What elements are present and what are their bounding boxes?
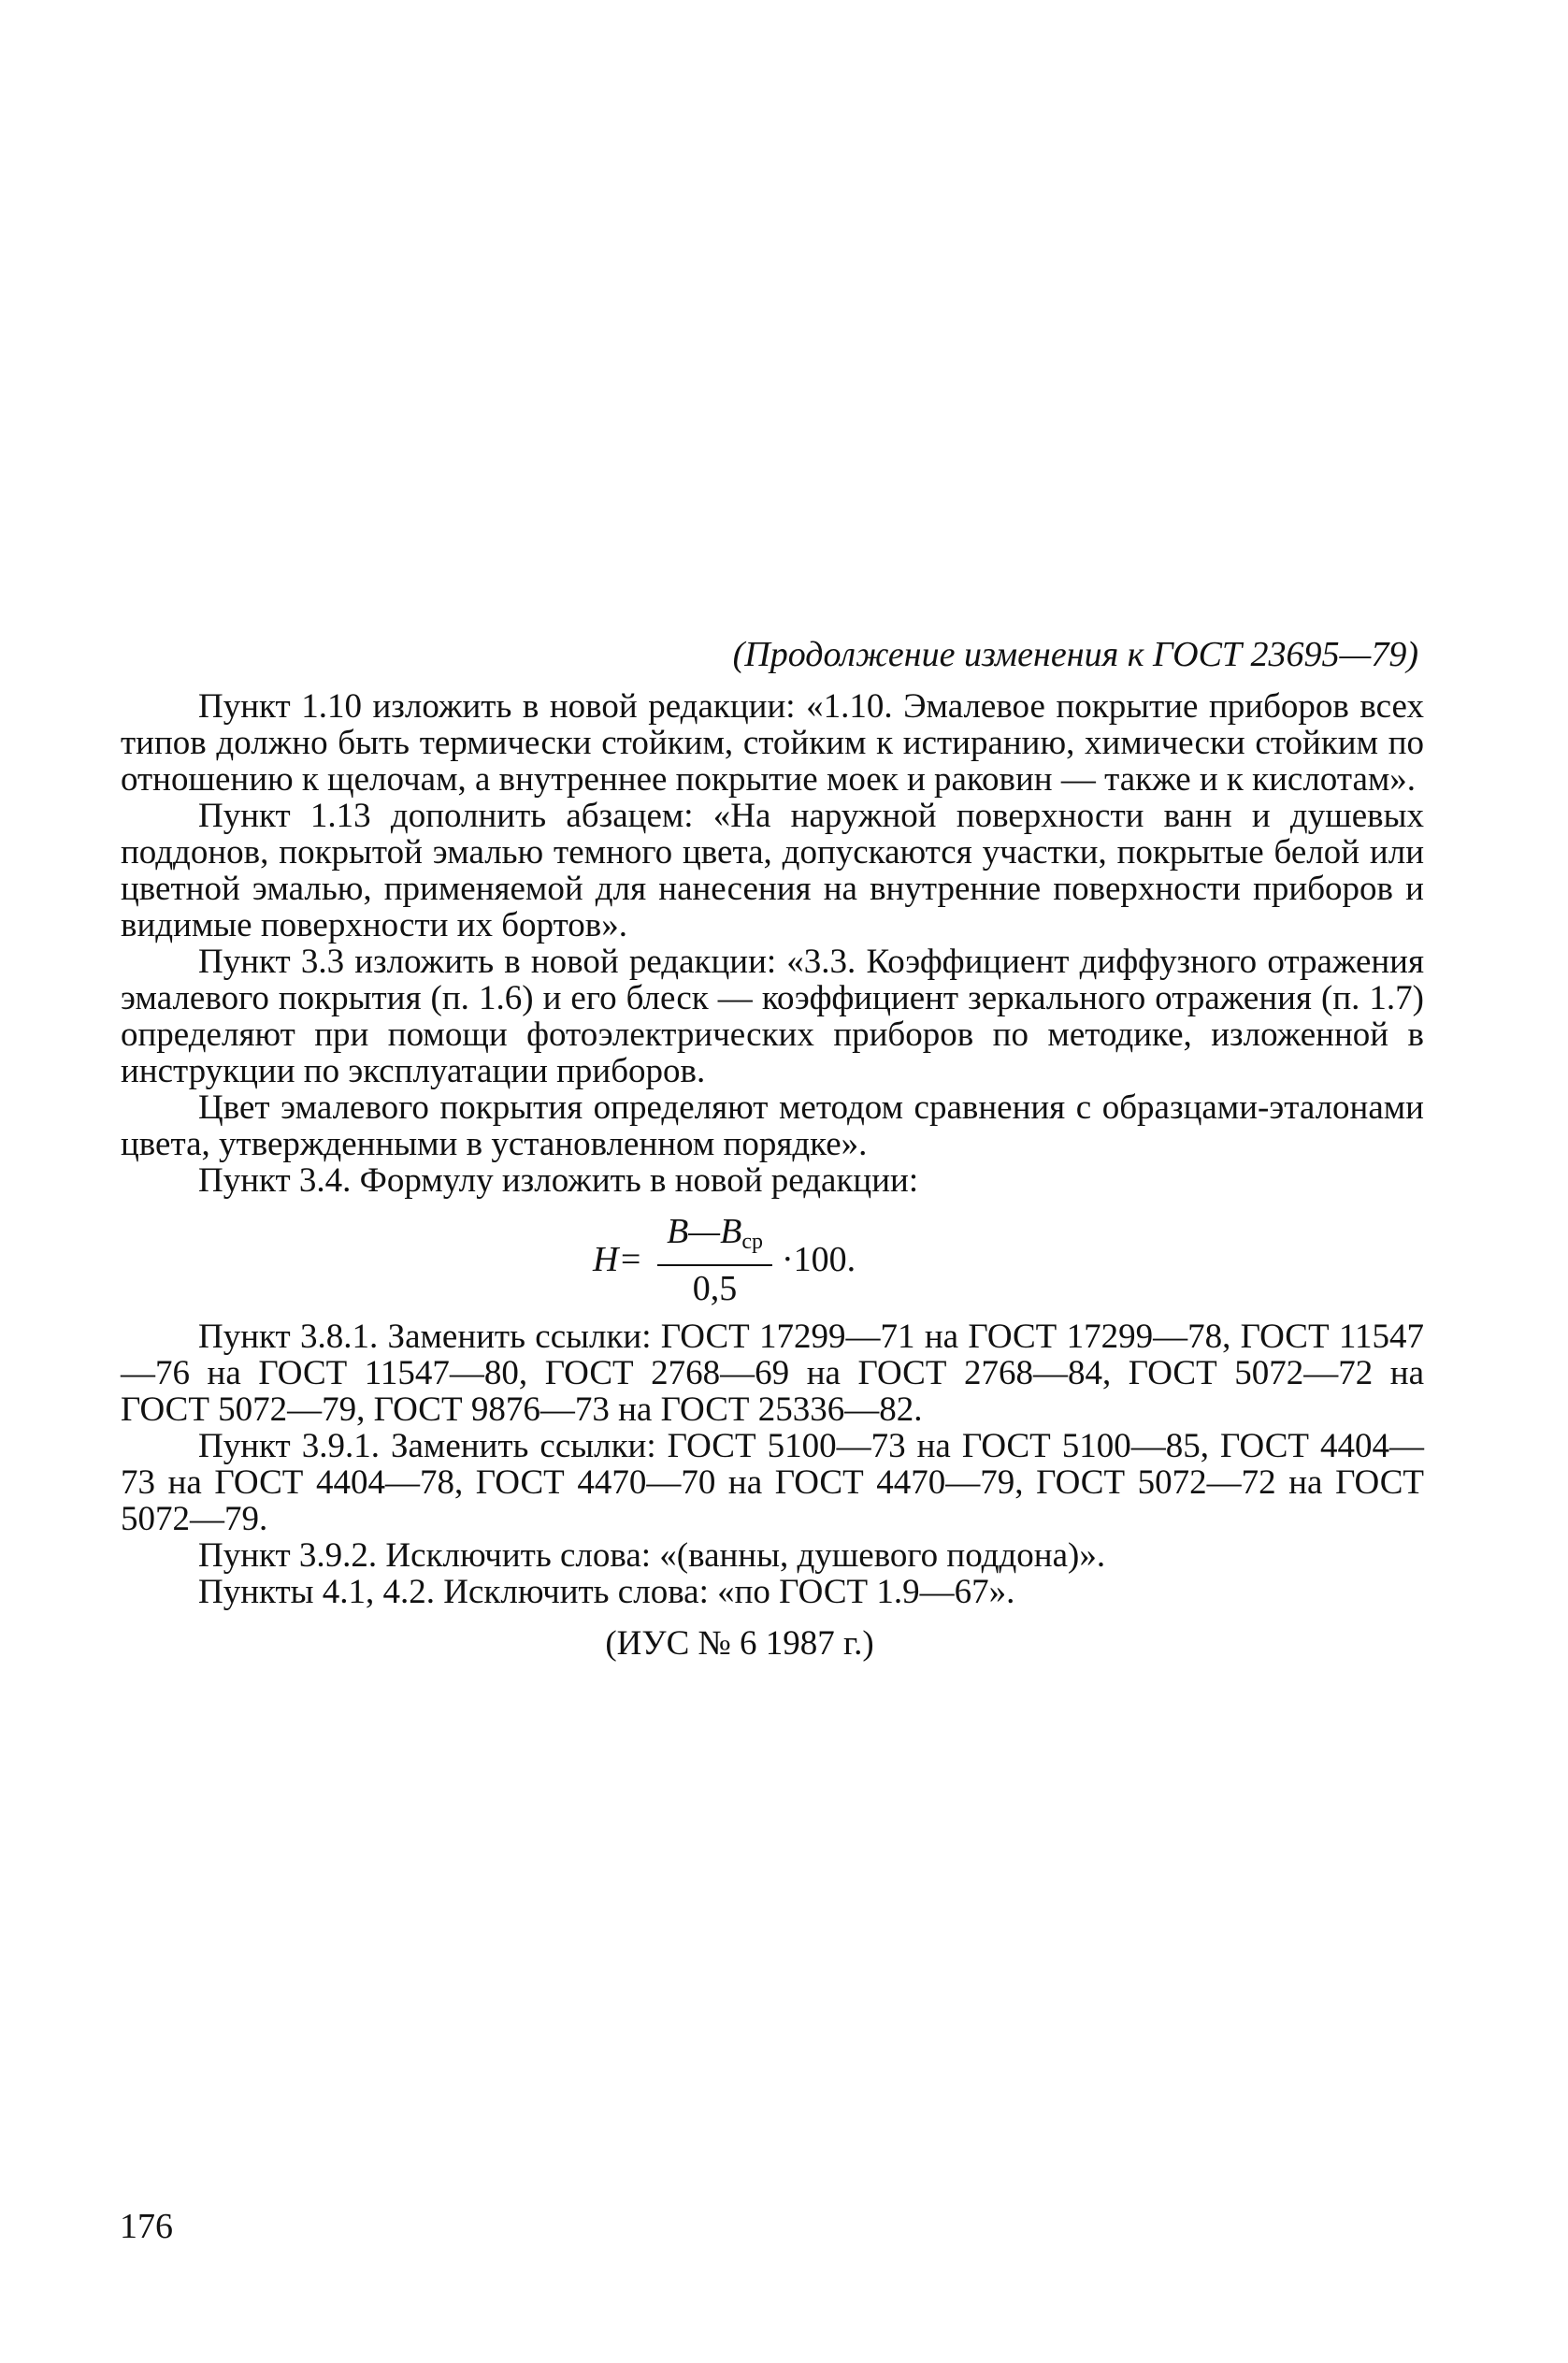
paragraph-item-1-10: Пункт 1.10 изложить в новой редакции: «1.10. Эмалевое покрытие приборов всех типов должно быть термически стойким, стойким к истиранию, химически стойким по отношению к щелочам, а внутреннее покрытие моек и раковин — также и к кислотам». bbox=[121, 687, 1424, 799]
formula-numerator-main: B—B bbox=[667, 1211, 742, 1251]
paragraph-item-3-8-1: Пункт 3.8.1. Заменить ссылки: ГОСТ 17299—71 на ГОСТ 17299—78, ГОСТ 11547—76 на ГОСТ 11547—80, ГОСТ 2768—69 на ГОСТ 2768—84, ГОСТ 5072—72 на ГОСТ 5072—79, ГОСТ 9876—73 на ГОСТ 25336—82. bbox=[121, 1318, 1424, 1429]
page-number: 176 bbox=[120, 2207, 173, 2246]
paragraph-item-3-9-2: Пункт 3.9.2. Исключить слова: «(ванны, душевого поддона)». bbox=[198, 1536, 1106, 1575]
paragraph-color-method: Цвет эмалевого покрытия определяют методом сравнения с образцами-эталонами цвета, утвержденными в установленном порядке». bbox=[121, 1088, 1424, 1163]
paragraph-item-3-9-1: Пункт 3.9.1. Заменить ссылки: ГОСТ 5100—73 на ГОСТ 5100—85, ГОСТ 4404—73 на ГОСТ 4404—78, ГОСТ 4470—70 на ГОСТ 4470—79, ГОСТ 5072—72 на ГОСТ 5072—79. bbox=[121, 1427, 1424, 1538]
source-reference: (ИУС № 6 1987 г.) bbox=[605, 1624, 874, 1663]
continuation-header: (Продолжение изменения к ГОСТ 23695—79) bbox=[732, 635, 1418, 674]
formula-lhs: H= bbox=[593, 1239, 643, 1279]
paragraph-item-3-4: Пункт 3.4. Формулу изложить в новой редакции: bbox=[198, 1161, 919, 1200]
formula-denominator: 0,5 bbox=[692, 1268, 738, 1308]
paragraph-item-1-13: Пункт 1.13 дополнить абзацем: «На наружной поверхности ванн и душевых поддонов, покрытой эмалью темного цвета, допускаются участки, покрытые белой или цветной эмалью, применяемой для нанесения на внутренние поверхности приборов и видимые поверхности их бортов». bbox=[121, 797, 1424, 944]
paragraph-items-4-1-4-2: Пункты 4.1, 4.2. Исключить слова: «по ГОСТ 1.9—67». bbox=[198, 1573, 1015, 1611]
formula-fraction bbox=[657, 1213, 772, 1307]
formula-rhs: ·100. bbox=[781, 1239, 856, 1279]
document-body bbox=[121, 636, 1424, 1662]
paragraph-item-3-3: Пункт 3.3 изложить в новой редакции: «3.3. Коэффициент диффузного отражения эмалевого покрытия (п. 1.6) и его блеск — коэффициент зеркального отражения (п. 1.7) определяют при помощи фотоэлектрических приборов по методике, изложенной в инструкции по эксплуатации приборов. bbox=[121, 943, 1424, 1090]
formula-expression bbox=[593, 1204, 856, 1315]
formula-numerator bbox=[657, 1213, 772, 1264]
formula-numerator-subscript: ср bbox=[741, 1229, 763, 1254]
formula bbox=[121, 1204, 1424, 1315]
